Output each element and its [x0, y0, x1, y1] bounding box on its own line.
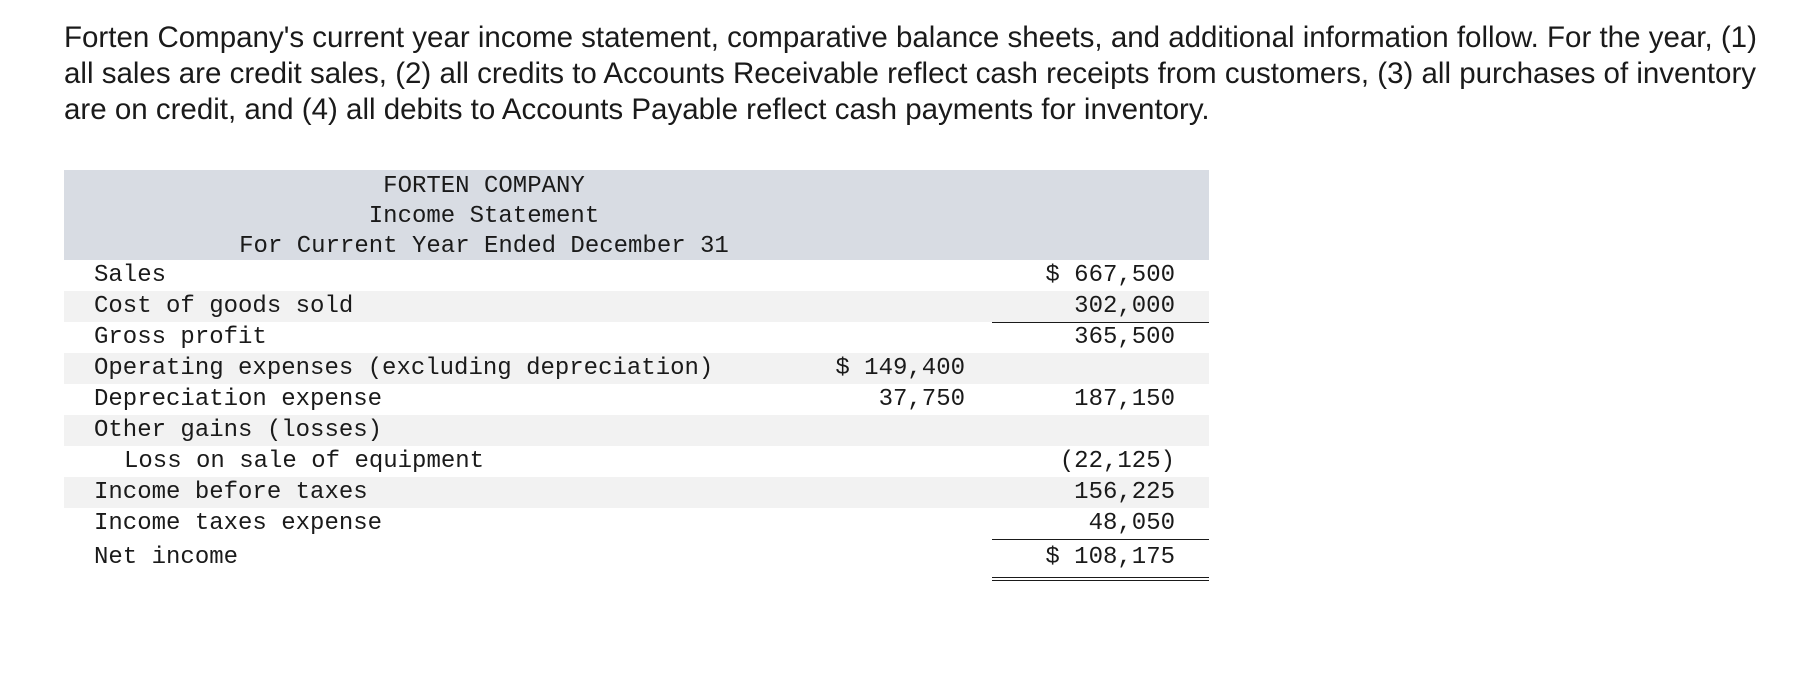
row-label: Operating expenses (excluding depreciation)	[94, 355, 714, 382]
row-total-value: 365,500	[1074, 324, 1175, 351]
row-detail-value: 37,750	[807, 384, 985, 416]
row-income-taxes-expense	[64, 508, 1209, 539]
row-total-value: 187,150	[1074, 386, 1175, 413]
row-label: Loss on sale of equipment	[124, 448, 485, 475]
row-gross-profit	[64, 322, 1209, 353]
row-total-value: 302,000	[992, 291, 1209, 323]
row-total-value: 48,050	[992, 508, 1209, 540]
row-label: Income taxes expense	[94, 510, 383, 537]
intro-paragraph: Forten Company's current year income statement, comparative balance sheets, and additional information follow. For the year, (1) all sales are credit sales, (2) all credits to Accounts Receivable reflect cash receipts from customers, (3) all purchases of inventory are on credit, and (4) all debits to Accounts Payable reflect cash payments for inventory.	[64, 21, 1757, 126]
income-statement-table	[64, 170, 1209, 577]
row-depreciation-expense	[64, 384, 1209, 415]
row-total-value: 156,225	[1074, 479, 1175, 506]
company-name: FORTEN COMPANY	[383, 173, 585, 200]
row-total-value: (22,125)	[992, 446, 1209, 478]
row-label: Other gains (losses)	[94, 417, 383, 444]
row-other-gains-losses	[64, 415, 1209, 446]
row-detail-value: $ 149,400	[835, 355, 965, 382]
row-total-value: $ 108,175	[992, 539, 1209, 581]
row-label: Depreciation expense	[94, 386, 383, 413]
row-sales	[64, 260, 1209, 291]
row-label: Gross profit	[94, 324, 267, 351]
row-label: Sales	[94, 262, 167, 289]
row-total-value: $ 667,500	[1045, 262, 1175, 289]
row-operating-expenses	[64, 353, 1209, 384]
row-loss-on-sale	[64, 446, 1209, 477]
statement-period: For Current Year Ended December 31	[239, 233, 729, 260]
row-label: Income before taxes	[94, 479, 368, 506]
statement-header	[64, 170, 1209, 260]
row-net-income	[64, 539, 1209, 577]
row-cost-of-goods-sold	[64, 291, 1209, 322]
row-label: Cost of goods sold	[94, 293, 354, 320]
statement-title: Income Statement	[368, 203, 600, 230]
row-label: Net income	[94, 544, 239, 571]
row-income-before-taxes	[64, 477, 1209, 508]
